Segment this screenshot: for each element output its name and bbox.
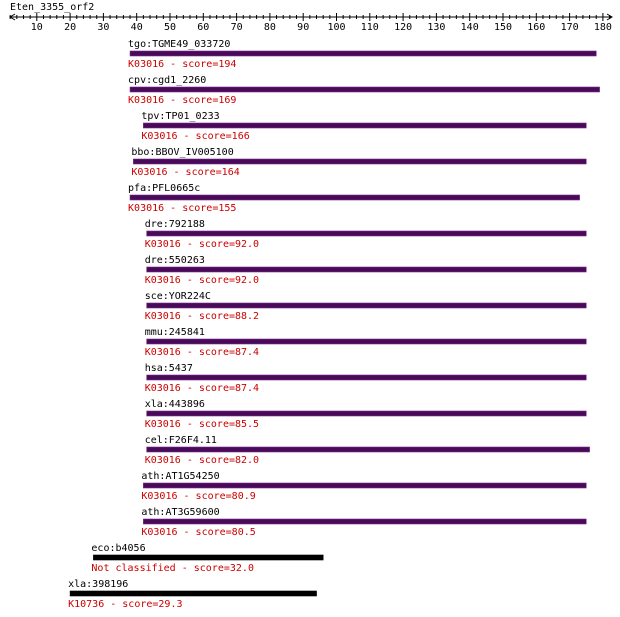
hit-alignment-bar[interactable] (143, 123, 586, 128)
axis-tick-label: 100 (327, 22, 346, 33)
hit-alignment-bar[interactable] (130, 195, 580, 200)
hit-row[interactable] (131, 147, 586, 178)
hit-score-link[interactable]: K03016 - score=92.0 (144, 239, 260, 250)
hit-score-link[interactable]: K03016 - score=155 (128, 203, 237, 214)
hit-gene-link[interactable]: xla:443896 (144, 399, 205, 410)
axis-tick-label: 180 (593, 22, 612, 33)
hit-score-link[interactable]: K03016 - score=169 (128, 95, 237, 106)
hit-gene-link[interactable]: ath:AT1G54250 (141, 471, 220, 482)
hit-alignment-bar[interactable] (147, 231, 587, 236)
hit-row[interactable] (128, 183, 580, 214)
hit-gene-link[interactable]: ath:AT3G59600 (141, 507, 220, 518)
axis-tick-label: 170 (560, 22, 579, 33)
hit-alignment-bar[interactable] (147, 267, 587, 272)
hit-score-link[interactable]: K10736 - score=29.3 (68, 599, 183, 610)
axis-tick-label: 120 (394, 22, 413, 33)
hit-alignment-bar[interactable] (70, 591, 316, 596)
axis-tick-label: 150 (493, 22, 513, 33)
axis-tick-label: 70 (230, 22, 243, 33)
hit-list (68, 39, 599, 610)
hit-alignment-bar[interactable] (147, 447, 590, 452)
hit-row[interactable] (145, 399, 587, 430)
hit-row[interactable] (141, 507, 586, 538)
hit-alignment-bar[interactable] (147, 303, 587, 308)
axis-tick-label: 160 (527, 22, 546, 33)
hit-row[interactable] (141, 111, 586, 142)
hit-gene-link[interactable]: tpv:TP01_0233 (141, 111, 220, 122)
hit-row[interactable] (141, 471, 586, 502)
axis-tick-label: 30 (97, 22, 110, 33)
hit-alignment-bar[interactable] (130, 87, 600, 92)
hit-score-link[interactable]: K03016 - score=194 (128, 59, 237, 70)
axis-tick-label: 90 (297, 22, 310, 33)
hit-gene-link[interactable]: eco:b4056 (91, 543, 146, 554)
hit-gene-link[interactable]: mmu:245841 (144, 327, 205, 338)
hit-score-link[interactable]: K03016 - score=92.0 (144, 275, 260, 286)
hit-row[interactable] (145, 291, 587, 322)
axis-tick-label: 80 (263, 22, 276, 33)
hit-row[interactable] (145, 435, 590, 466)
hit-gene-link[interactable]: dre:550263 (144, 255, 205, 266)
hit-alignment-bar[interactable] (93, 555, 323, 560)
axis-tick-label: 110 (360, 22, 379, 33)
hit-row[interactable] (145, 363, 587, 394)
hit-alignment-bar[interactable] (130, 51, 596, 56)
hit-score-link[interactable]: K03016 - score=87.4 (144, 383, 260, 394)
hit-gene-link[interactable]: sce:YOR224C (144, 291, 211, 302)
hit-alignment-bar[interactable] (147, 375, 587, 380)
hit-gene-link[interactable]: tgo:TGME49_033720 (128, 39, 231, 50)
axis-tick-label: 130 (427, 22, 446, 33)
hit-alignment-bar[interactable] (143, 483, 586, 488)
hit-score-link[interactable]: K03016 - score=88.2 (144, 311, 260, 322)
hit-gene-link[interactable]: bbo:BBOV_IV005100 (131, 147, 234, 158)
hit-alignment-bar[interactable] (147, 339, 587, 344)
hit-score-link[interactable]: Not classified - score=32.0 (91, 563, 254, 574)
hit-score-link[interactable]: K03016 - score=166 (141, 131, 250, 142)
query-title: Eten_3355_orf2 (10, 2, 95, 13)
axis-tick-label: 20 (64, 22, 77, 33)
hit-row[interactable] (145, 327, 587, 358)
hit-row[interactable] (68, 579, 316, 610)
axis-tick-label: 140 (460, 22, 479, 33)
hit-alignment-bar[interactable] (133, 159, 586, 164)
axis-tick-label: 60 (197, 22, 210, 33)
hit-score-link[interactable]: K03016 - score=164 (131, 167, 240, 178)
axis-tick-label: 50 (163, 22, 177, 33)
hit-score-link[interactable]: K03016 - score=87.4 (144, 347, 260, 358)
position-axis (10, 13, 612, 33)
hit-gene-link[interactable]: hsa:5437 (144, 363, 193, 374)
hit-row[interactable] (128, 75, 600, 106)
axis-tick-label: 10 (30, 22, 43, 33)
hit-gene-link[interactable]: xla:398196 (68, 579, 129, 590)
hit-score-link[interactable]: K03016 - score=85.5 (144, 419, 260, 430)
hit-row[interactable] (91, 543, 323, 574)
hit-score-link[interactable]: K03016 - score=80.9 (141, 491, 256, 502)
hit-row[interactable] (145, 219, 587, 250)
hit-score-link[interactable]: K03016 - score=82.0 (144, 455, 260, 466)
axis-tick-label: 40 (130, 22, 143, 33)
hit-alignment-bar[interactable] (143, 519, 586, 524)
hit-score-link[interactable]: K03016 - score=80.5 (141, 527, 256, 538)
hit-row[interactable] (128, 39, 596, 70)
hit-gene-link[interactable]: cpv:cgd1_2260 (128, 75, 207, 86)
hit-alignment-bar[interactable] (147, 411, 587, 416)
hit-gene-link[interactable]: pfa:PFL0665c (128, 183, 201, 194)
hit-gene-link[interactable]: dre:792188 (144, 219, 205, 230)
hit-row[interactable] (145, 255, 587, 286)
hit-gene-link[interactable]: cel:F26F4.11 (144, 435, 217, 446)
